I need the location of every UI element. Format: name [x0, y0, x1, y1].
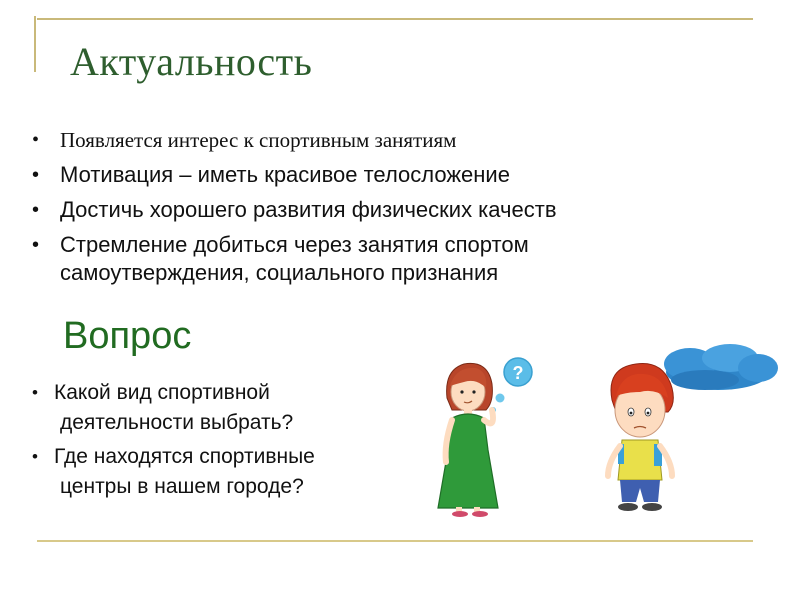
question-line: центры в нашем городе? — [60, 475, 304, 498]
bullet-text: Мотивация – иметь красивое телосложение — [60, 162, 510, 187]
bullet-text: Стремление добиться через занятия спортом самоутверждения, социального признания — [60, 232, 529, 285]
question-line: деятельности выбрать? — [60, 411, 294, 434]
bullet-dot: • — [32, 447, 38, 466]
bullet-text: Достичь хорошего развития физических качеств — [60, 197, 557, 222]
bullet-text: Появляется интерес к спортивным занятиям — [60, 128, 457, 152]
thought-dot — [496, 394, 505, 403]
bullet-dot: • — [32, 129, 40, 151]
question-line: Какой вид спортивной — [54, 381, 270, 404]
question-line: Где находятся спортивные — [54, 445, 315, 468]
bullet-dot: • — [32, 199, 40, 221]
thinking-girl-illustration — [438, 358, 532, 517]
section-title: Вопрос — [63, 315, 192, 357]
thinking-boy-illustration — [608, 344, 778, 511]
bullet-dot: • — [32, 234, 40, 256]
bullet-dot: • — [32, 164, 40, 186]
bullet-dot: • — [32, 383, 38, 402]
thought-cloud-icon — [664, 344, 778, 390]
question-mark-icon: ? — [512, 363, 524, 383]
slide-title: Актуальность — [70, 39, 313, 84]
